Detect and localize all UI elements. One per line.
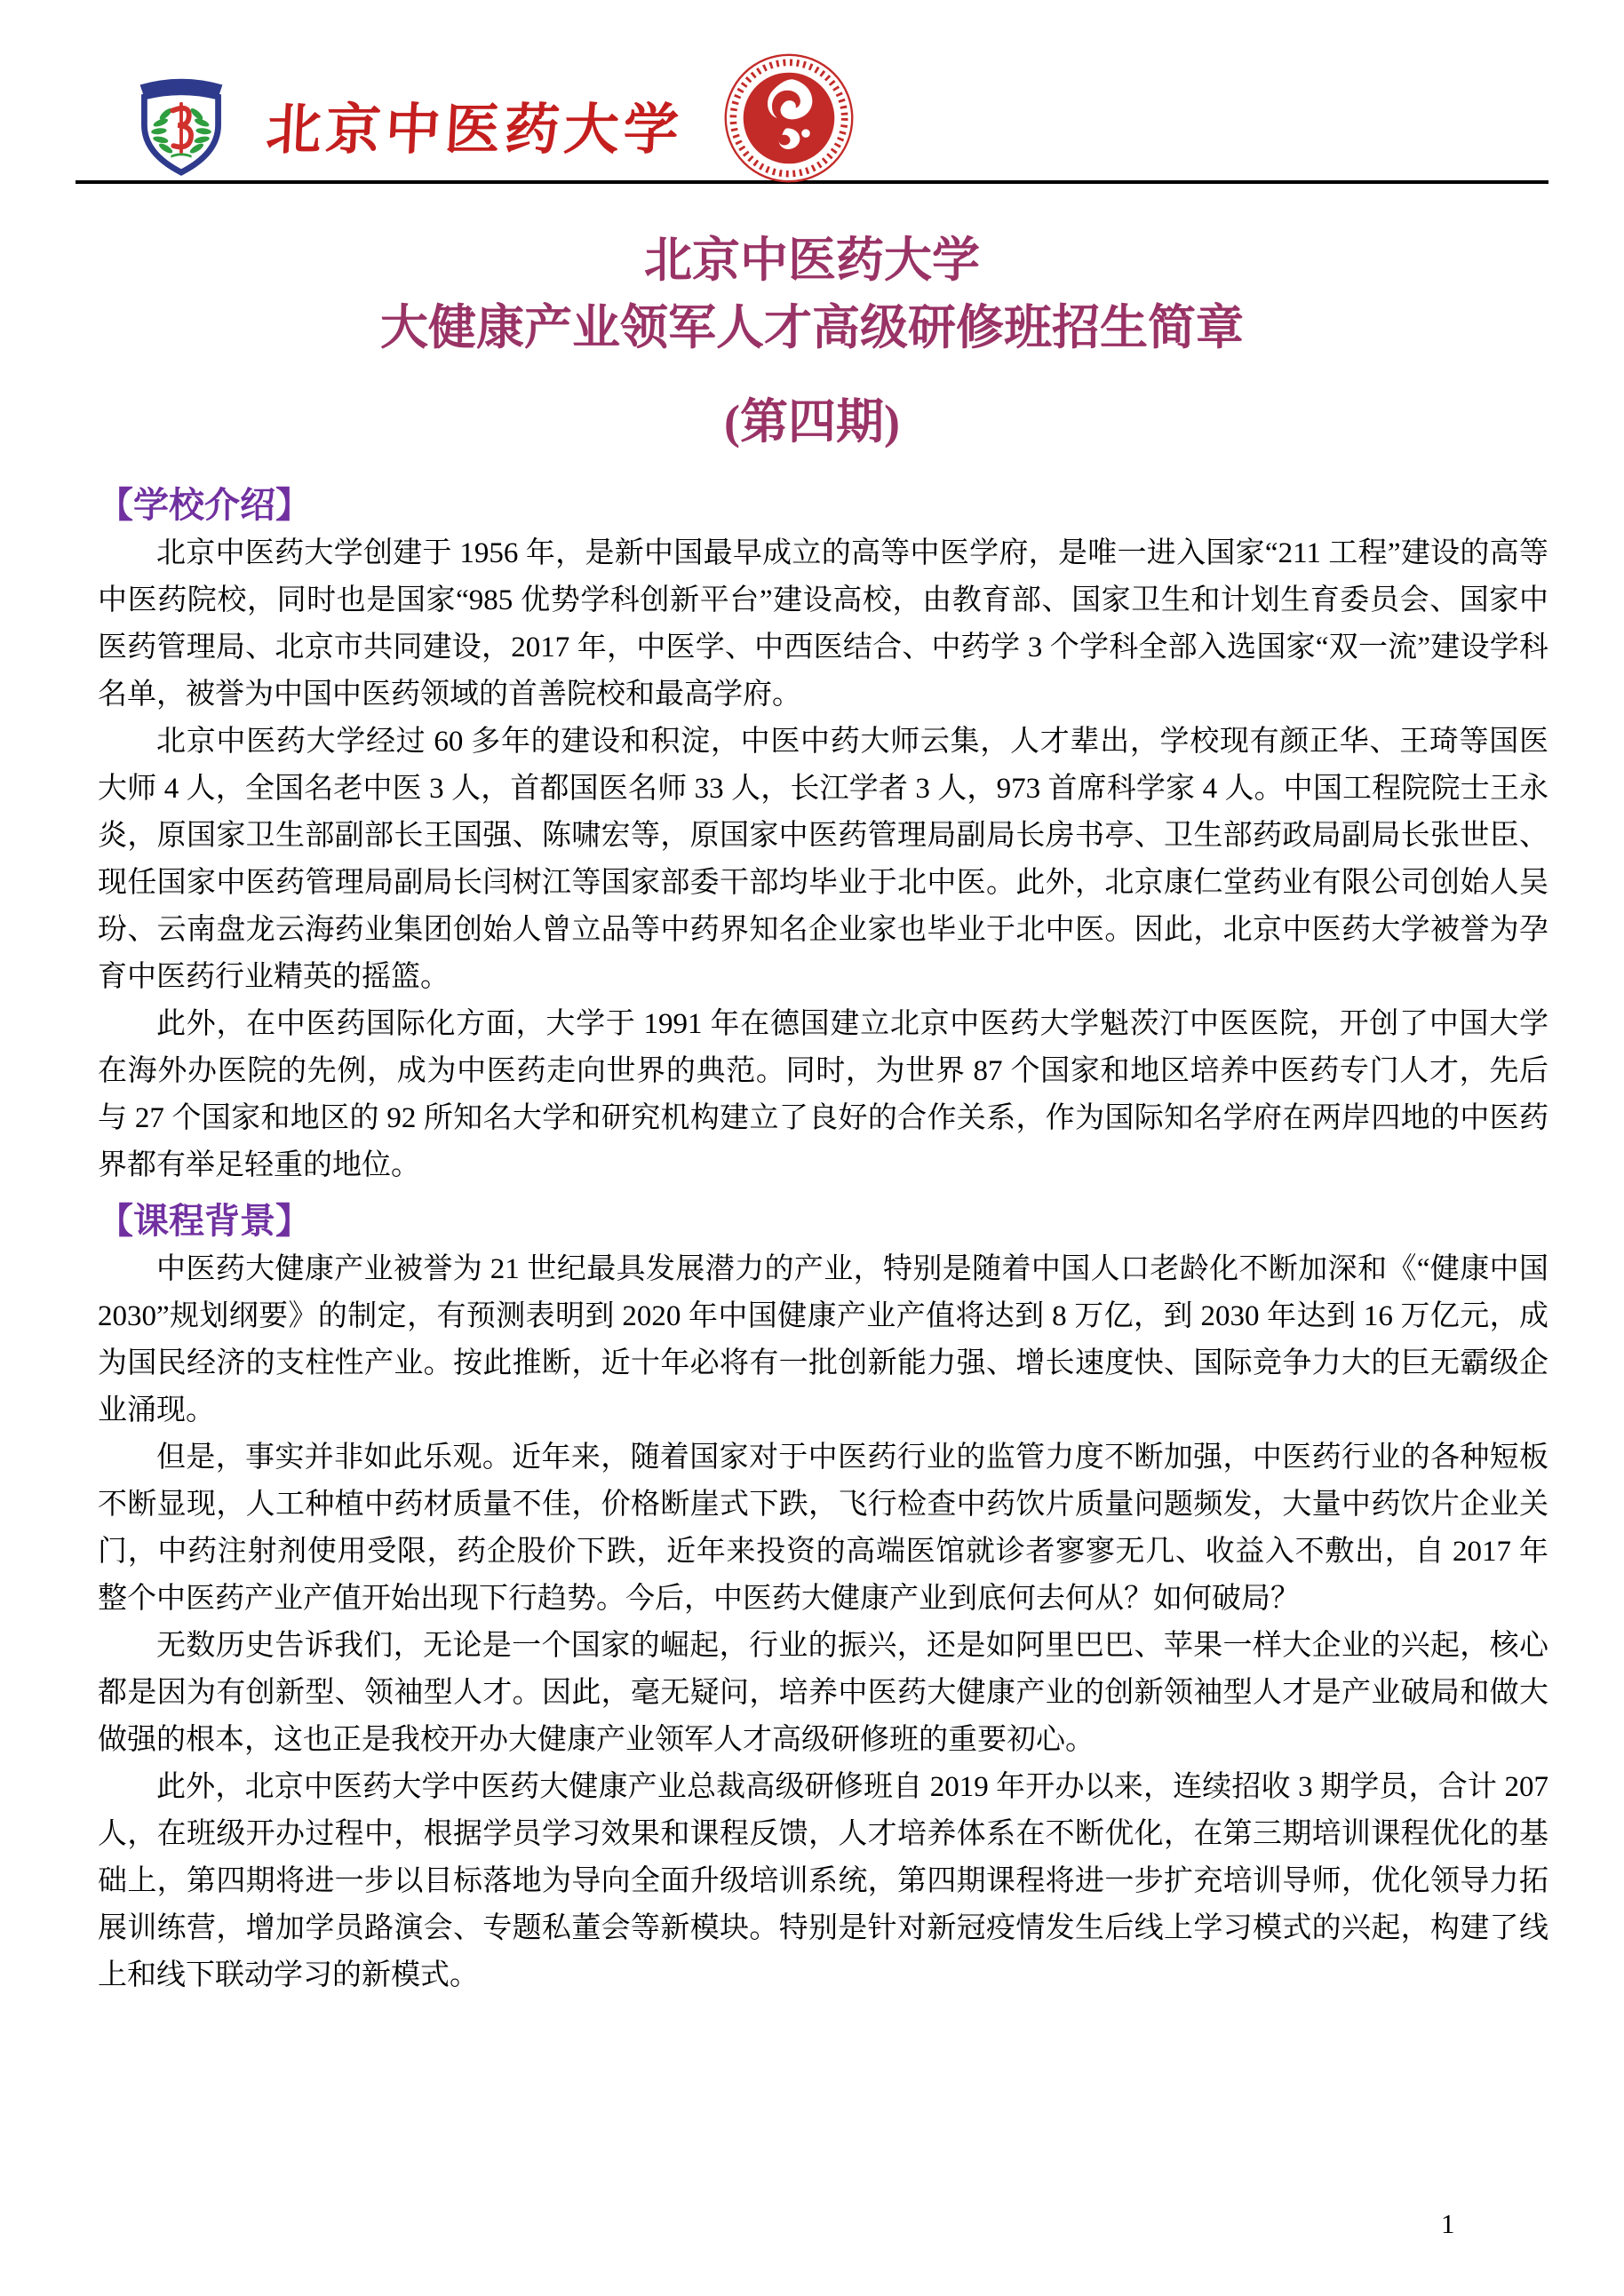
paragraph-course-background-1: 中医药大健康产业被誉为 21 世纪最具发展潜力的产业，特别是随着中国人口老龄化不断加深和《“健康中国 2030”规划纲要》的制定，有预测表明到 2020 年中国健康产业产值将达到 8 万亿，到 2030 年达到 16 万亿元，成为国民经济的支柱性产业。按此推断，近十年必将有一批创新能力强、增长速度快、国际竞争力大的巨无霸级企业涌现。 [98,1253,1548,1426]
paragraph-course-background-4: 此外，北京中医药大学中医药大健康产业总裁高级研修班自 2019 年开办以来，连续招收 3 期学员，合计 207 人，在班级开办过程中，根据学员学习效果和课程反馈，人才培养体系在不断优化，在第三期培训课程优化的基础上，第四期将进一步以目标落地为导向全面升级培训系统，第四期课程将进一步扩充培训导师，优化领导力拓展训练营，增加学员路演会、专题私董会等新模块。特别是针对新冠疫情发生后线上学习模式的兴起，构建了线上和线下联动学习的新模式。 [98,1771,1548,1991]
university-name-calligraphy: 北京中医药大学 [264,100,685,161]
university-shield-logo-icon [130,71,233,176]
paragraph-course-background-3: 无数历史告诉我们，无论是一个国家的崛起，行业的振兴，还是如阿里巴巴、苹果一样大企业的兴起，核心都是因为有创新型、领袖型人才。因此，毫无疑问，培养中医药大健康产业的创新领袖型人才是产业破局和做大做强的根本，这也正是我校开办大健康产业领军人才高级研修班的重要初心。 [98,1630,1548,1756]
paragraph-school-intro-2: 北京中医药大学经过 60 多年的建设和积淀，中医中药大师云集，人才辈出，学校现有颜正华、王琦等国医大师 4 人，全国名老中医 3 人，首都国医名师 33 人，长江学者 3 人，973 首席科学家 4 人。中国工程院院士王永炎，原国家卫生部副部长王国强、陈啸宏等，原国家中医药管理局副局长房书亭、卫生部药政局副局长张世臣、现任国家中医药管理局副局长闫树江等国家部委干部均毕业于北中医。此外，北京康仁堂药业有限公司创始人吴玢、云南盘龙云海药业集团创始人曾立品等中药界知名企业家也毕业于北中医。因此，北京中医药大学被誉为孕育中医药行业精英的摇篮。 [98,726,1548,993]
paragraph-school-intro-3: 此外，在中医药国际化方面，大学于 1991 年在德国建立北京中医药大学魁茨汀中医医院，开创了中国大学在海外办医院的先例，成为中医药走向世界的典范。同时，为世界 87 个国家和地区培养中医药专门人才，先后与 27 个国家和地区的 92 所知名大学和研究机构建立了良好的合作关系，作为国际知名学府在两岸四地的中医药界都有举足轻重的地位。 [98,1008,1548,1181]
paragraph-course-background-2: 但是，事实并非如此乐观。近年来，随着国家对于中医药行业的监管力度不断加强，中医药行业的各种短板不断显现，人工种植中药材质量不佳，价格断崖式下跌，飞行检查中药饮片质量问题频发，大量中药饮片企业关门，中药注射剂使用受限，药企股价下跌，近年来投资的高端医馆就诊者寥寥无几、收益入不敷出，自 2017 年整个中医药产业产值开始出现下行趋势。今后，中医药大健康产业到底何去何从？如何破局？ [98,1442,1548,1615]
title-line-3: (第四期) [724,395,900,449]
document-title [0,226,1624,456]
title-line-2: 大健康产业领军人才高级研修班招生简章 [380,301,1244,354]
page-header [0,0,1624,180]
paragraph-school-intro-1: 北京中医药大学创建于 1956 年，是新中国最早成立的高等中医学府，是唯一进入国家“211 工程”建设的高等中医药院校，同时也是国家“985 优势学科创新平台”建设高校，由教育部、国家卫生和计划生育委员会、国家中医药管理局、北京市共同建设，2017 年，中医学、中西医结合、中药学 3 个学科全部入选国家“双一流”建设学科名单，被誉为中国中医药领域的首善院校和最高学府。 [98,537,1548,711]
page-number: 1 [1441,2208,1455,2239]
section-heading-school-intro: 【学校介绍】 [98,485,311,525]
title-line-1: 北京中医药大学 [644,234,980,287]
section-heading-course-background: 【课程背景】 [98,1201,311,1241]
university-seal-logo-icon [721,51,856,186]
